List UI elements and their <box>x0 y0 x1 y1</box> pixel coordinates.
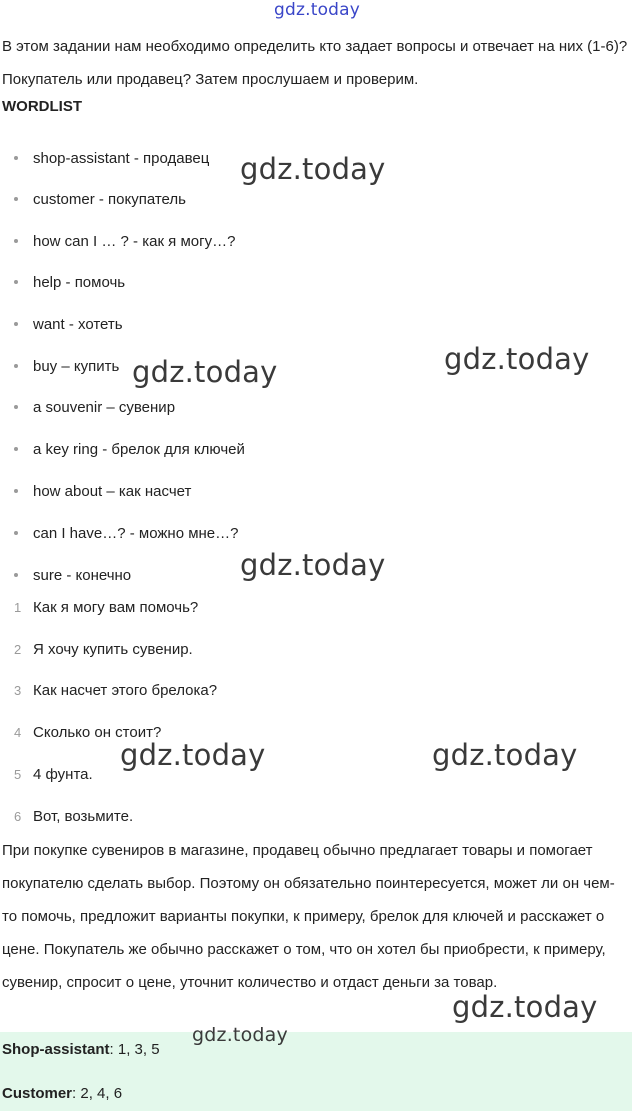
watermark: gdz.today <box>120 738 266 772</box>
watermark: gdz.today <box>240 548 386 582</box>
bullet-icon <box>14 364 18 368</box>
watermark: gdz.today <box>240 152 386 186</box>
bullet-icon <box>14 531 18 535</box>
bullet-icon <box>14 322 18 326</box>
watermark: gdz.today <box>452 990 598 1024</box>
bullet-icon <box>14 573 18 577</box>
bullet-icon <box>14 447 18 451</box>
answer-box <box>0 1032 632 1111</box>
bullet-icon <box>14 156 18 160</box>
answer-customer: Customer: 2, 4, 6 <box>2 1085 123 1102</box>
bullet-icon <box>14 197 18 201</box>
bullet-icon <box>14 405 18 409</box>
watermark: gdz.today <box>432 738 578 772</box>
bullet-icon <box>14 489 18 493</box>
watermark: gdz.today <box>274 0 361 20</box>
watermark: gdz.today <box>192 1024 288 1046</box>
intro-text: В этом задании нам необходимо определить кто задает вопросы и отвечает на них (1-6)? Покупатель или продавец? Затем прослушаем и проверим. <box>2 38 628 88</box>
answer-shop-assistant: Shop-assistant: 1, 3, 5 <box>2 1041 160 1058</box>
bullet-icon <box>14 280 18 284</box>
watermark: gdz.today <box>132 355 278 389</box>
wordlist-heading: WORDLIST <box>2 98 82 115</box>
explanation-paragraph: При покупке сувениров в магазине, продавец обычно предлагает товары и помогает покупателю сделать выбор. Поэтому он обязательно поинтересуется, может ли он чем-то помочь, предложит варианты покупки, к примеру, брелок для ключей и расскажет о цене. Покупатель же обычно расскажет о том, что он хотел бы приобрести, к примеру, сувенир, спросит о цене, уточнит количество и отдаст деньги за товар. <box>2 842 615 991</box>
watermark: gdz.today <box>444 342 590 376</box>
bullet-icon <box>14 239 18 243</box>
